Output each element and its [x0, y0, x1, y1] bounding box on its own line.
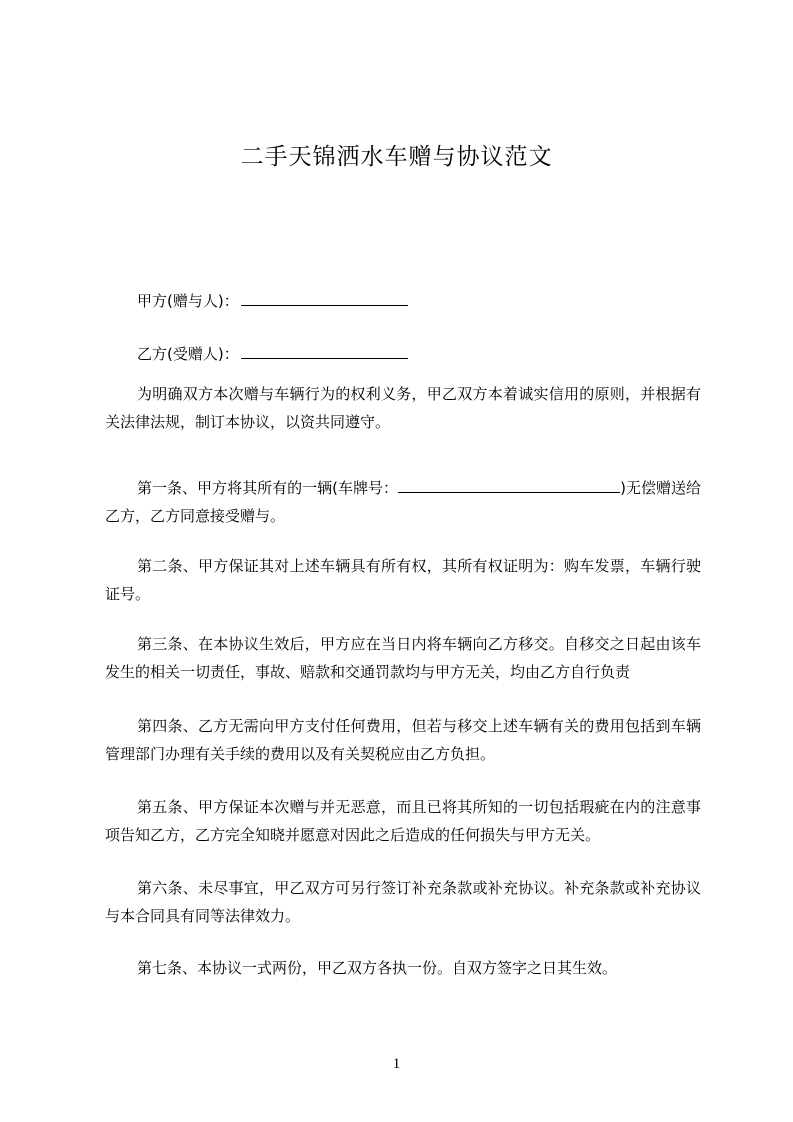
article-1-paragraph	[105, 474, 701, 530]
party-a-field	[137, 289, 408, 313]
article-1-text-end: )无偿赠送给乙方，乙方同意接受赠与。	[105, 479, 701, 525]
article-5-paragraph: 第五条、甲方保证本次赠与并无恶意，而且已将其所知的一切包括瑕疵在内的注意事项告知乙方，乙方完全知晓并愿意对因此之后造成的任何损失与甲方无关。	[105, 798, 701, 844]
article-6-paragraph: 第六条、未尽事宜，甲乙双方可另行签订补充条款或补充协议。补充条款或补充协议与本合同具有同等法律效力。	[105, 879, 701, 925]
plate-number-blank-line	[398, 476, 620, 493]
page-number: 1	[392, 1056, 401, 1072]
party-b-label: 乙方(受赠人)：	[137, 345, 239, 363]
article-1-text-start: 第一条、甲方将其所有的一辆(车牌号：	[137, 479, 399, 497]
intro-paragraph: 为明确双方本次赠与车辆行为的权利义务，甲乙双方本着诚实信用的原则，并根据有关法律法规，制订本协议，以资共同遵守。	[105, 385, 701, 431]
party-a-label: 甲方(赠与人)：	[137, 292, 239, 310]
article-4-paragraph: 第四条、乙方无需向甲方支付任何费用，但若与移交上述车辆有关的费用包括到车辆管理部门办理有关手续的费用以及有关契税应由乙方负担。	[105, 717, 701, 763]
party-b-blank-line	[241, 342, 408, 359]
article-3-paragraph: 第三条、在本协议生效后，甲方应在当日内将车辆向乙方移交。自移交之日起由该车发生的相关一切责任，事故、赔款和交通罚款均与甲方无关，均由乙方自行负责	[105, 635, 701, 681]
article-7-paragraph: 第七条、本协议一式两份，甲乙双方各执一份。自双方签字之日其生效。	[137, 959, 618, 977]
document-title: 二手天锦洒水车赠与协议范文	[240, 144, 553, 170]
party-b-field	[137, 342, 408, 366]
party-a-blank-line	[241, 289, 408, 306]
article-2-paragraph: 第二条、甲方保证其对上述车辆具有所有权，其所有权证明为：购车发票，车辆行驶证号。	[105, 557, 701, 603]
